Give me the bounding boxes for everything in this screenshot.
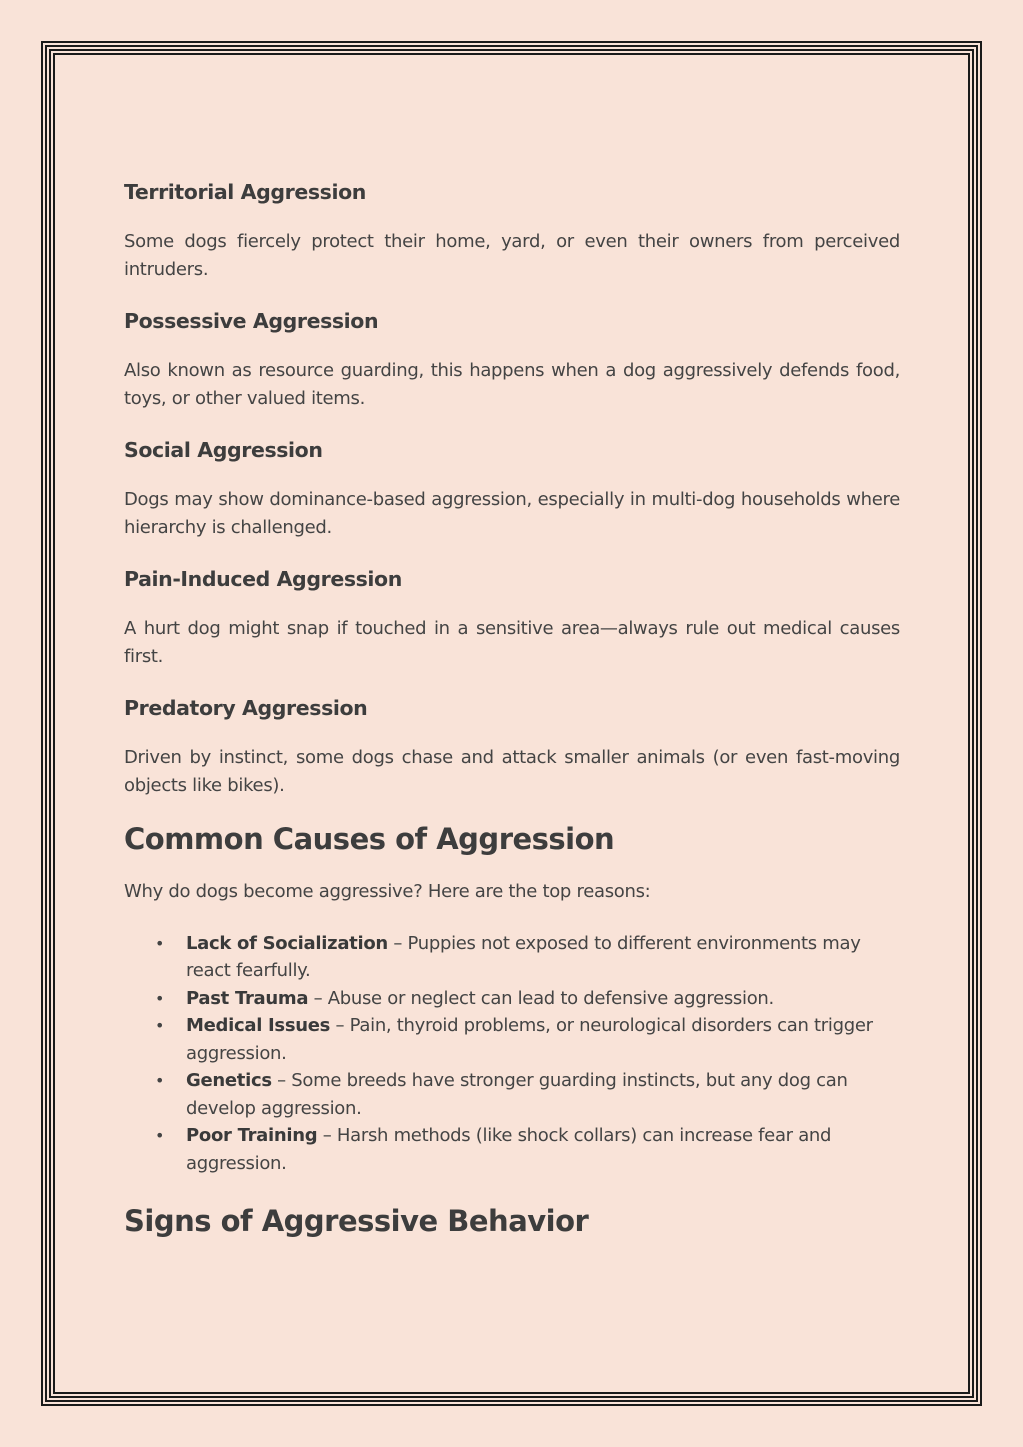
section-heading-social: Social Aggression [124,438,323,462]
list-item [155,1122,900,1177]
bullet-icon: • [155,1071,165,1090]
cause-desc: – Pain, thyroid problems, or neurological disorders can trigger aggression. [186,1015,873,1064]
document-body [124,176,900,1241]
list-item [155,930,900,985]
signs-heading: Signs of Aggressive Behavior [124,1204,589,1238]
cause-term: Lack of Socialization [186,932,388,954]
causes-list [124,930,900,1178]
cause-desc: – Puppies not exposed to different environments may react fearfully. [186,932,861,981]
causes-heading: Common Causes of Aggression [124,822,615,856]
cause-desc: – Abuse or neglect can lead to defensive aggression. [308,987,774,1009]
section-heading-predatory: Predatory Aggression [124,696,368,720]
cause-term: Poor Training [186,1125,318,1146]
section-heading-territorial: Territorial Aggression [124,180,366,204]
section-text-territorial: Some dogs fiercely protect their home, yard, or even their owners from perceived intruders. [124,231,900,280]
bullet-icon: • [155,1016,165,1035]
bullet-icon: • [155,933,165,953]
section-text-pain-induced: A hurt dog might snap if touched in a sensitive area—always rule out medical causes first. [124,618,900,667]
bullet-icon: • [155,1126,165,1145]
list-item [155,1012,900,1067]
causes-intro: Why do dogs become aggressive? Here are the top reasons: [124,881,651,902]
list-item [155,1067,900,1122]
section-text-possessive: Also known as resource guarding, this happens when a dog aggressively defends food, toys, or other valued items. [124,360,900,409]
bullet-icon: • [155,988,165,1008]
cause-desc: – Some breeds have stronger guarding instincts, but any dog can develop aggression. [186,1070,848,1119]
cause-term: Past Trauma [186,987,309,1009]
cause-term: Medical Issues [186,1015,331,1036]
cause-desc: – Harsh methods (like shock collars) can increase fear and aggression. [186,1125,832,1174]
section-heading-possessive: Possessive Aggression [124,309,379,333]
list-item [155,985,900,1013]
section-text-social: Dogs may show dominance-based aggression, especially in multi-dog households where hierarchy is challenged. [124,489,900,538]
section-text-predatory: Driven by instinct, some dogs chase and attack smaller animals (or even fast-moving objects like bikes). [124,747,900,796]
section-heading-pain-induced: Pain-Induced Aggression [124,567,402,591]
cause-term: Genetics [186,1070,272,1091]
